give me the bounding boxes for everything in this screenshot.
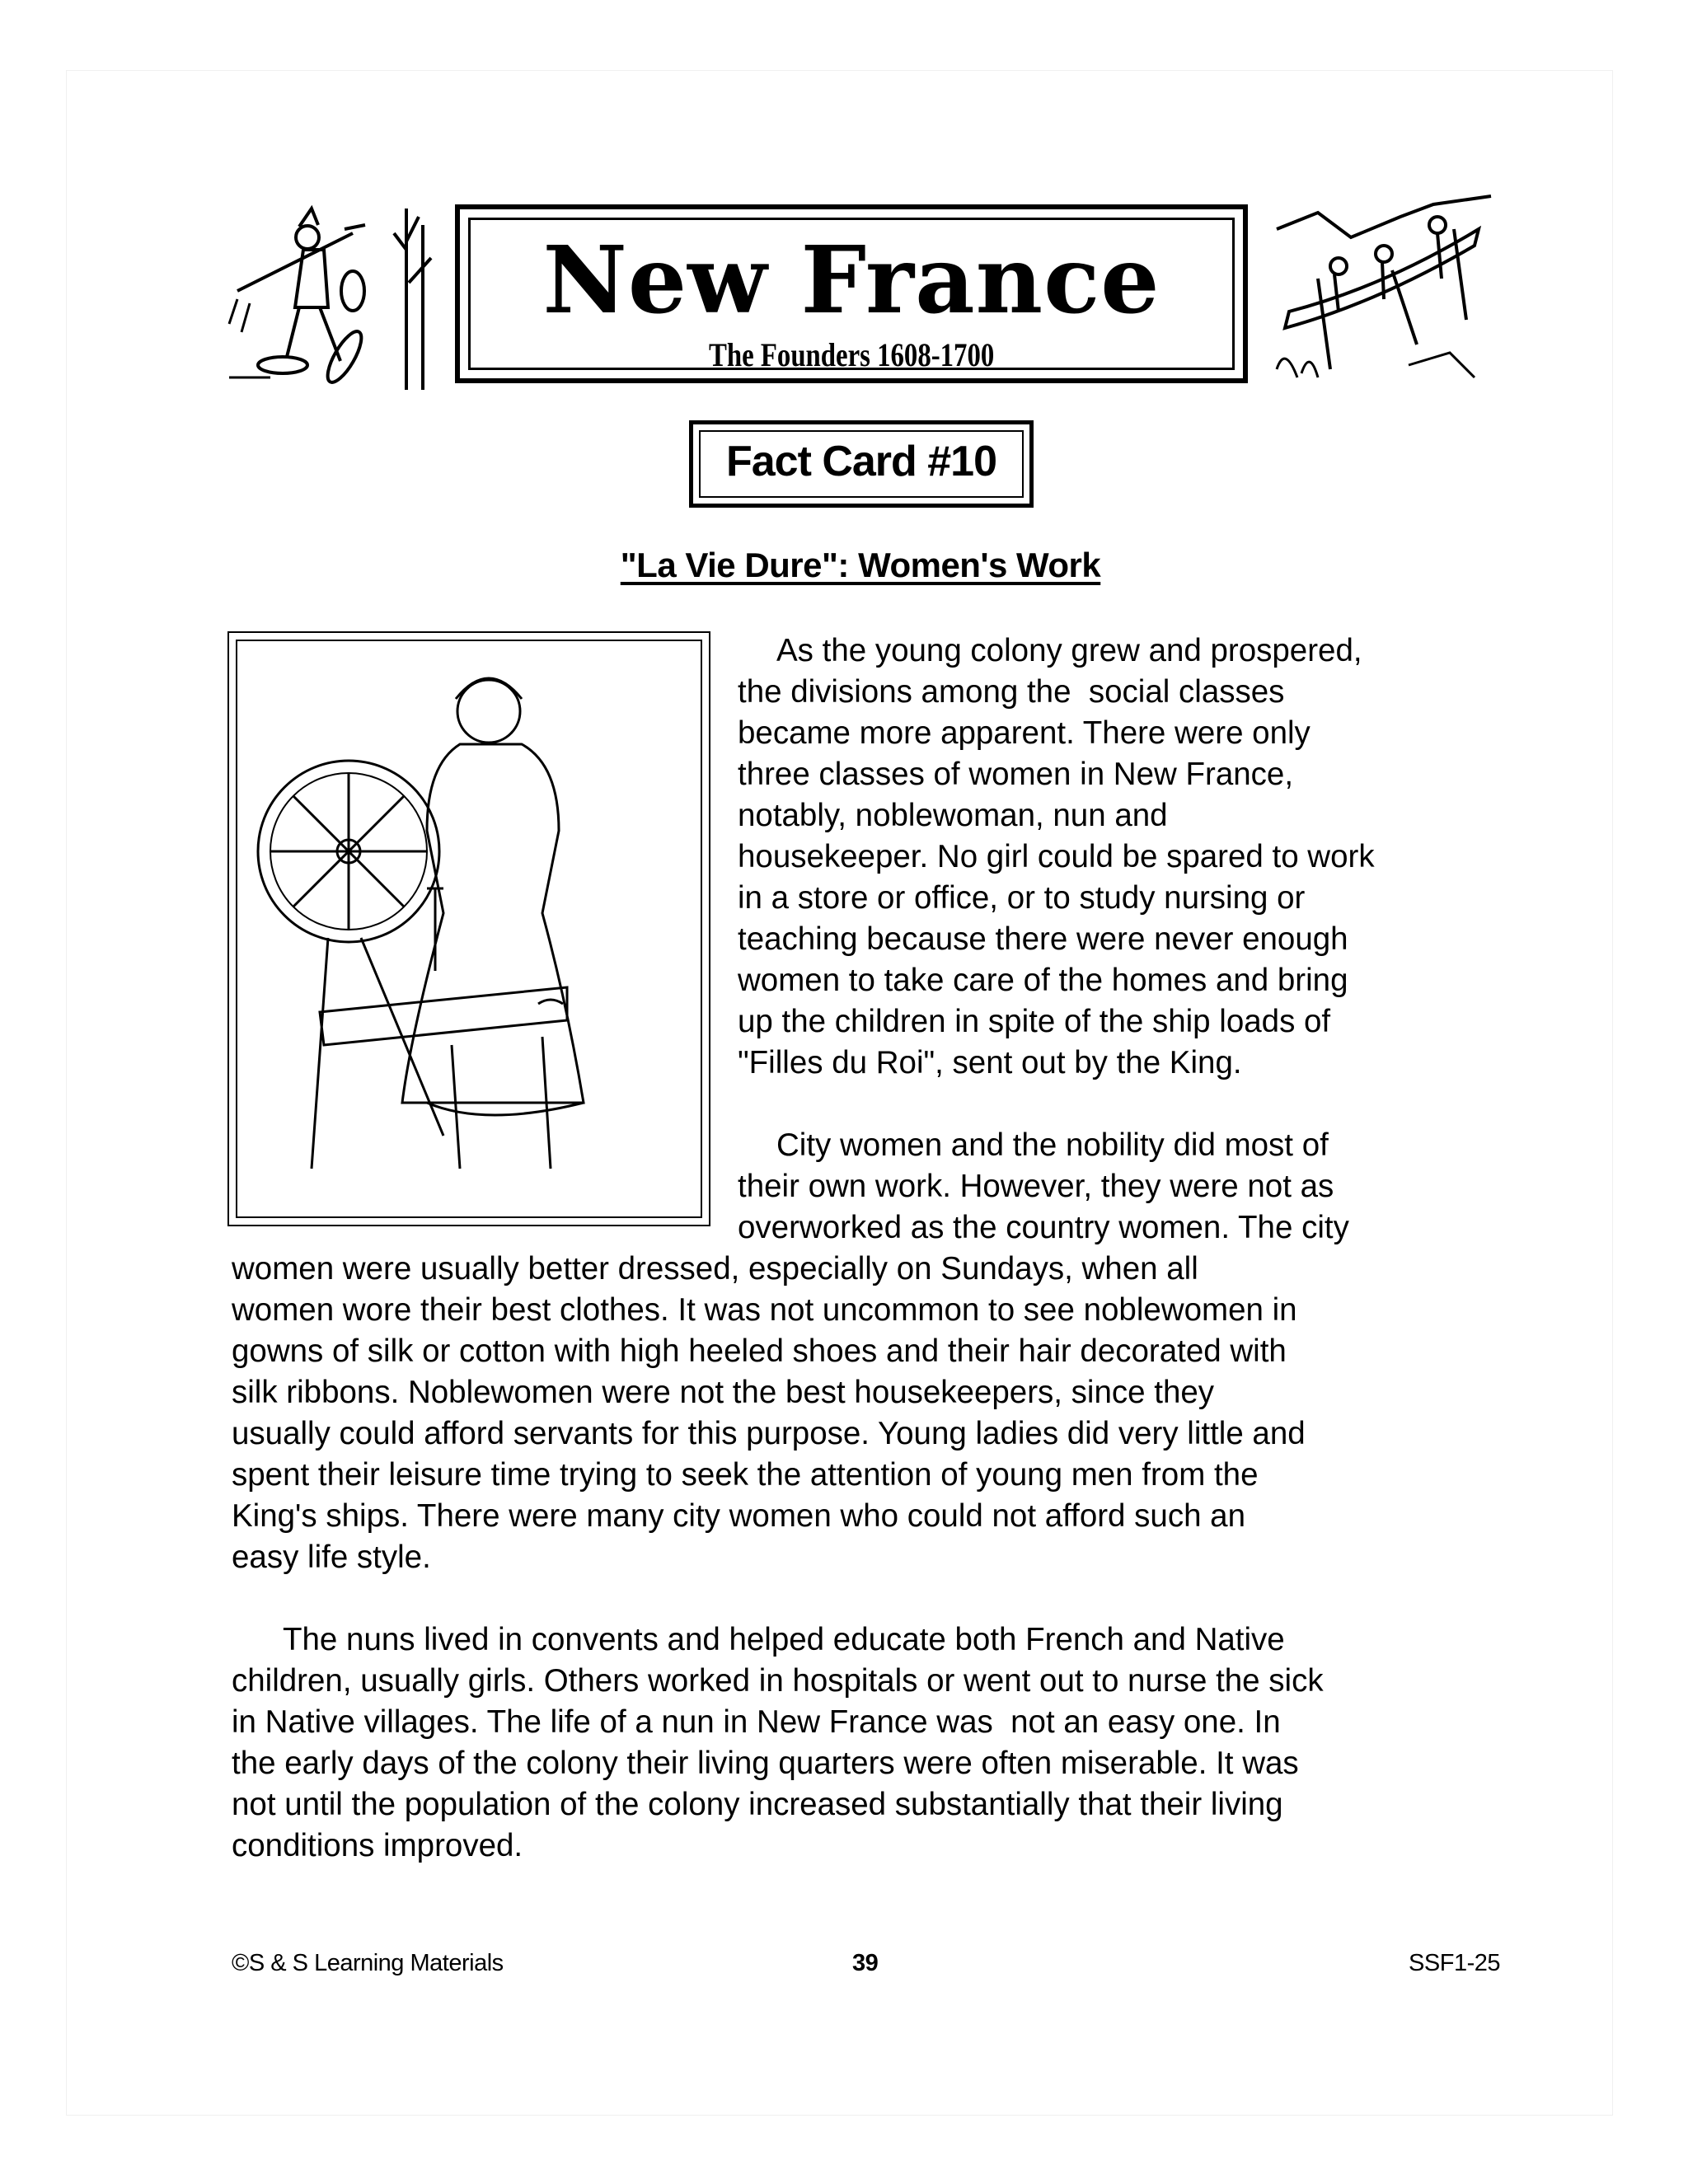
text-line: in Native villages. The life of a nun in New France was not an easy one. In <box>232 1704 1281 1740</box>
text-line: easy life style. <box>232 1540 431 1575</box>
text-line: usually could afford servants for this purpose. Young ladies did very little and <box>232 1416 1306 1451</box>
page-title: New France <box>542 227 1160 335</box>
text-line: The nuns lived in convents and helped educate both French and Native <box>283 1622 1285 1657</box>
text-line: As the young colony grew and prospered, <box>776 633 1362 668</box>
text-line: overworked as the country women. The city <box>738 1210 1349 1245</box>
fact-card-label: Fact Card #10 <box>699 430 1024 498</box>
text-line: the early days of the colony their living quarters were often miserable. It was <box>232 1746 1299 1781</box>
text-line: three classes of women in New France, <box>738 757 1294 792</box>
paragraph-gap <box>738 1084 1375 1125</box>
text-line: silk ribbons. Noblewomen were not the best housekeepers, since they <box>232 1375 1215 1410</box>
text-line: in a store or office, or to study nursing or <box>738 880 1306 916</box>
footer-copyright: ©S & S Learning Materials <box>232 1950 504 1976</box>
section-heading: "La Vie Dure": Women's Work <box>620 546 1101 584</box>
title-banner <box>455 204 1248 383</box>
canoe-paddlers-illustration <box>1268 180 1499 386</box>
fact-card-badge <box>689 420 1034 508</box>
text-line: children, usually girls. Others worked in hospitals or went out to nurse the sick <box>232 1663 1324 1699</box>
text-line: their own work. However, they were not as <box>738 1169 1334 1204</box>
text-line: became more apparent. There were only <box>738 715 1311 751</box>
text-line: the divisions among the social classes <box>738 674 1285 710</box>
paragraph-gap <box>232 1578 1324 1619</box>
woman-at-spinning-wheel-illustration <box>237 641 701 1216</box>
text-line: conditions improved. <box>232 1828 523 1863</box>
page-subtitle: The Founders 1608-1700 <box>708 336 995 373</box>
footer-page-number: 39 <box>852 1950 879 1976</box>
text-line: spent their leisure time trying to seek the attention of young men from the <box>232 1457 1259 1493</box>
figure-frame <box>227 631 710 1226</box>
text-line: up the children in spite of the ship loads of <box>738 1004 1331 1039</box>
full-width-text <box>232 1249 1324 1867</box>
text-line: notably, noblewoman, nun and <box>738 798 1168 833</box>
text-line: housekeeper. No girl could be spared to work <box>738 839 1375 874</box>
text-line: gowns of silk or cotton with high heeled shoes and their hair decorated with <box>232 1333 1287 1369</box>
footer-code: SSF1-25 <box>1409 1950 1500 1976</box>
text-line: "Filles du Roi", sent out by the King. <box>738 1045 1242 1080</box>
text-line: women to take care of the homes and bring <box>738 963 1348 998</box>
text-line: not until the population of the colony increased substantially that their living <box>232 1787 1283 1822</box>
snowshoe-traveler-illustration <box>221 200 443 390</box>
text-line: City women and the nobility did most of <box>776 1127 1329 1163</box>
text-line: King's ships. There were many city women who could not afford such an <box>232 1498 1246 1534</box>
text-line: women wore their best clothes. It was not uncommon to see noblewomen in <box>232 1292 1297 1328</box>
text-line: teaching because there were never enough <box>738 921 1348 957</box>
text-line: women were usually better dressed, especially on Sundays, when all <box>232 1251 1198 1286</box>
right-column-text <box>738 630 1375 1249</box>
